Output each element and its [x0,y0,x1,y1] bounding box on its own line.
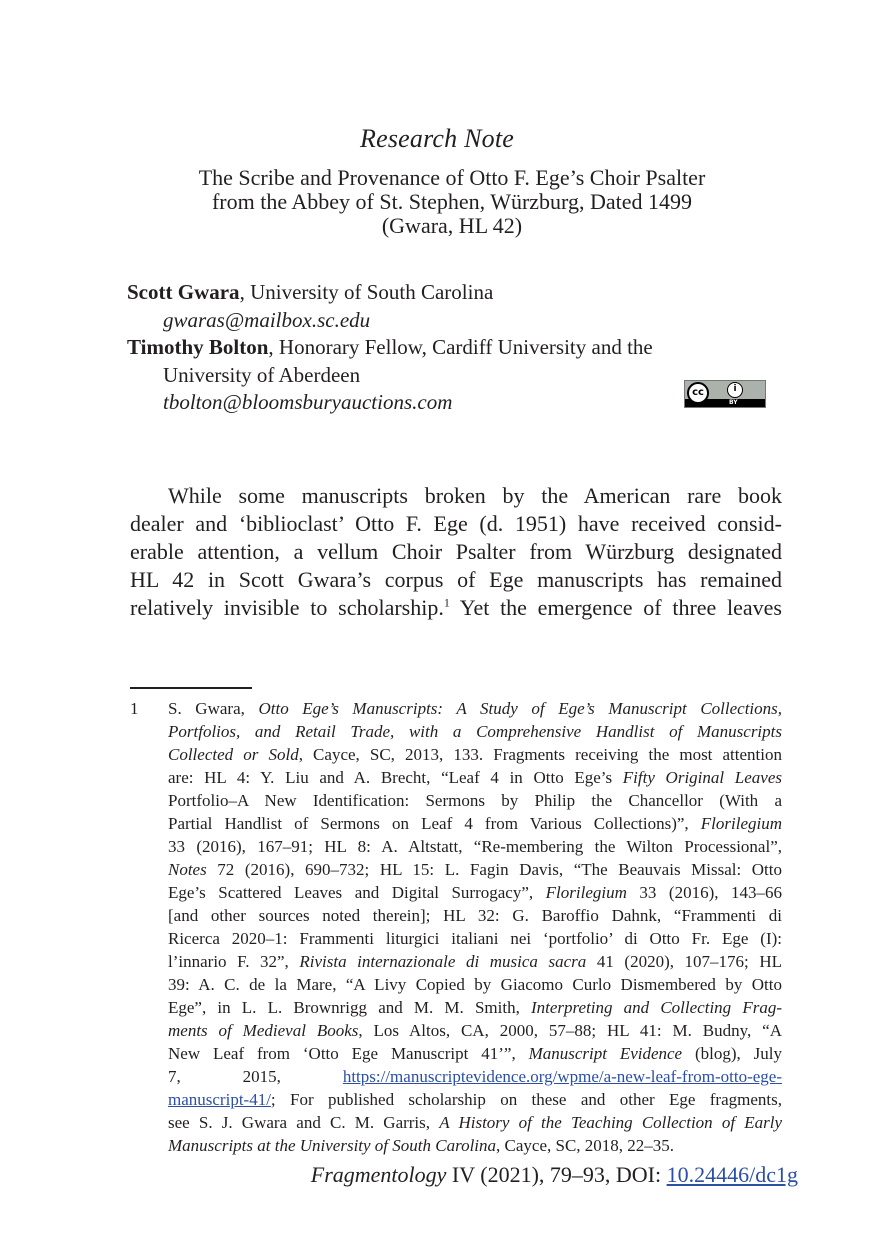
body-line: While some manuscripts broken by the American rare book [168,483,782,508]
author-email[interactable]: tbolton@bloomsburyauctions.com [163,390,453,414]
creative-commons-icon: cc [687,382,709,404]
title-line: The Scribe and Provenance of Otto F. Ege’s Choir Psalter [198,165,706,190]
footnote-line: l’innario F. 32”, Rivista internazionale di musica sacra 41 (2020), 107–176; HL [168,952,782,971]
cc-by-license-badge[interactable] [684,380,766,408]
footnote-line: 33 (2016), 167–91; HL 8: A. Altstatt, “Re-membering the Wilton Processional”, [168,837,782,856]
footnote-line: 39: A. C. de la Mare, “A Livy Copied by Giacomo Curlo Dismembered by Otto [168,975,782,994]
author-name: Timothy Bolton [127,335,269,359]
author-affiliation: , Honorary Fellow, Cardiff University and the [268,335,653,359]
footnote-text [168,697,782,1157]
article-type-kicker: Research Note [360,124,514,153]
title-line: (Gwara, HL 42) [381,213,523,238]
footnote-line: Notes 72 (2016), 690–732; HL 15: L. Fagin Davis, “The Beauvais Missal: Otto [168,860,782,879]
citation-details: IV (2021), 79–93, DOI: [446,1162,667,1187]
footnote-line: New Leaf from ‘Otto Ege Manuscript 41’”, Manuscript Evidence (blog), July [168,1044,782,1063]
body-text-segment: Yet the emergence of three leaves [449,595,782,620]
body-line: erable attention, a vellum Choir Psalter from Würzburg designated [130,539,782,564]
body-line [130,594,782,622]
author-affiliation-continued: University of Aberdeen [163,362,361,387]
footnote-url-link[interactable]: https://manuscriptevidence.org/wpme/a-new-leaf-from-otto-ege- [342,1067,782,1086]
author-affiliation: , University of South Carolina [239,280,494,304]
by-label: BY [729,399,738,406]
attribution-icon: i [727,382,743,398]
body-text-segment: relatively invisible to scholarship. [130,595,444,620]
body-line: dealer and ‘biblioclast’ Otto F. Ege (d. 1951) have received consid- [130,511,782,536]
footnote-line: S. Gwara, Otto Ege’s Manuscripts: A Study of Ege’s Manuscript Collections, [168,699,783,718]
footnote-line: see S. J. Gwara and C. M. Garris, A History of the Teaching Collection of Early [168,1113,782,1132]
author-line [127,334,787,362]
article-title [120,166,784,238]
footnote-line: [and other sources noted therein]; HL 32: G. Baroffio Dahnk, “Frammenti di [168,906,782,925]
footnote-line: Portfolios, and Retail Trade, with a Comprehensive Handlist of Manuscripts [168,722,782,741]
footnote-divider [130,687,252,689]
author-line [127,279,787,307]
footnote-url-link-continued[interactable]: manuscript-41/ [168,1090,271,1109]
body-line: HL 42 in Scott Gwara’s corpus of Ege manuscripts has remained [130,567,782,592]
footnote-line: Partial Handlist of Sermons on Leaf 4 from Various Collections)”, Florilegium [168,814,782,833]
footnote-line: Portfolio–A New Identification: Sermons by Philip the Chancellor (With a [168,791,782,810]
doi-link[interactable]: 10.24446/dc1g [666,1162,798,1187]
footnote-line: 7, 2015, https://manuscriptevidence.org/wpme/a-new-leaf-from-otto-ege- [168,1067,782,1086]
body-paragraph [130,482,782,622]
footnote-line: Ege’s Scattered Leaves and Digital Surrogacy”, Florilegium 33 (2016), 143–66 [168,883,782,902]
footnote-line: Ricerca 2020–1: Frammenti liturgici italiani nei ‘portfolio’ di Otto Fr. Ege (I): [168,929,782,948]
footnote-line: Ege”, in L. L. Brownrigg and M. M. Smith, Interpreting and Collecting Frag- [168,998,782,1017]
footnote-number: 1 [130,699,139,718]
footnote-line: Manuscripts at the University of South Carolina, Cayce, SC, 2018, 22–35. [168,1136,675,1155]
journal-name: Fragmentology [310,1162,447,1187]
author-email[interactable]: gwaras@mailbox.sc.edu [163,307,371,332]
author-name: Scott Gwara [127,280,240,304]
footnote-reference[interactable]: 1 [443,595,450,610]
footnote-line: Collected or Sold, Cayce, SC, 2013, 133. Fragments receiving the most attention [168,745,782,764]
footnote-line: are: HL 4: Y. Liu and A. Brecht, “Leaf 4 in Otto Ege’s Fifty Original Leaves [168,768,782,787]
footnote-line: manuscript-41/; For published scholarship on these and other Ege fragments, [168,1090,782,1109]
journal-citation-footer [311,1162,798,1188]
title-line: from the Abbey of St. Stephen, Würzburg, Dated 1499 [211,189,693,214]
footnote-line: ments of Medieval Books, Los Altos, CA, 2000, 57–88; HL 41: M. Budny, “A [168,1021,782,1040]
footnote [130,697,782,1157]
